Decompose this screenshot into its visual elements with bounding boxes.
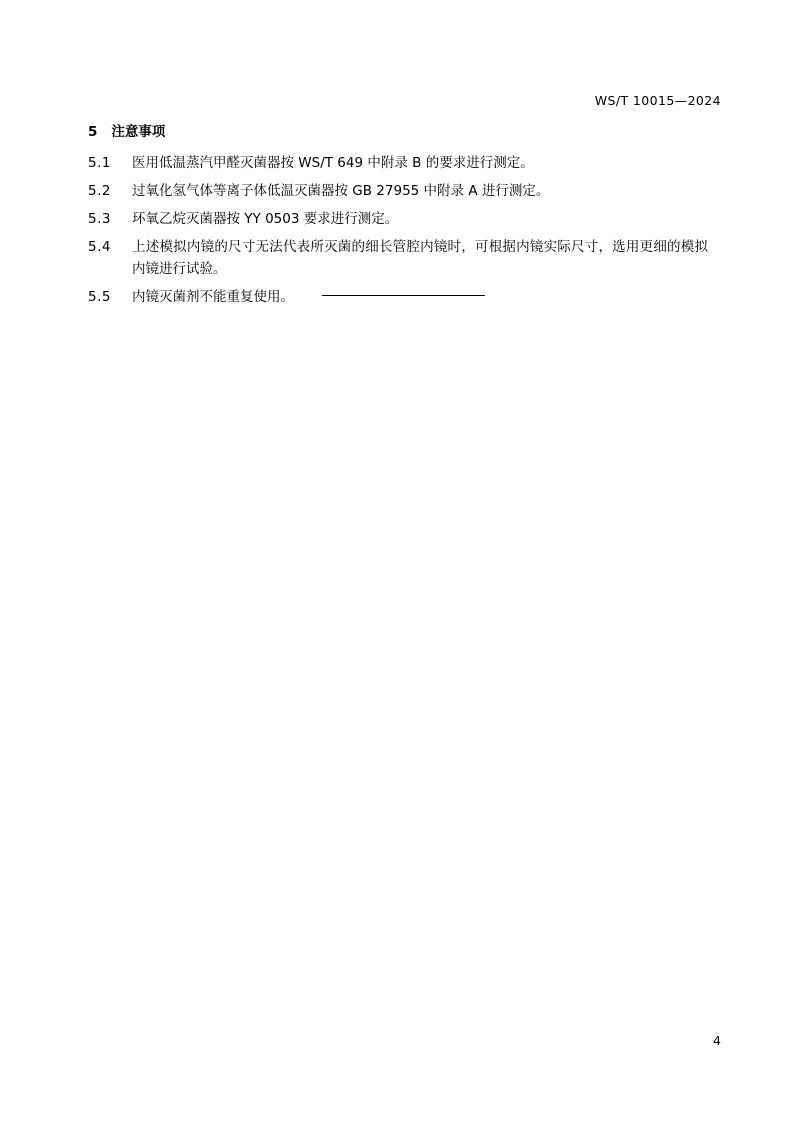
page-header-standard-number: WS/T 10015—2024 [594, 93, 721, 108]
section-title: 注意事项 [111, 124, 166, 140]
clause-number: 5.2 [88, 183, 111, 199]
clause-text: 医用低温蒸汽甲醛灭菌器按 WS/T 649 中附录 B 的要求进行测定。 [132, 155, 534, 171]
section-heading [88, 120, 165, 140]
clause-number: 5.5 [88, 289, 111, 305]
page-number: 4 [713, 1033, 721, 1048]
clause-item [88, 208, 708, 230]
clause-text: 上述模拟内镜的尺寸无法代表所灭菌的细长管腔内镜时，可根据内镜实际尺寸，选用更细的模拟内镜进行试验。 [132, 239, 708, 277]
clause-item [88, 286, 708, 308]
end-of-text-rule [322, 295, 485, 296]
clause-list [88, 152, 708, 314]
clause-text: 内镜灭菌剂不能重复使用。 [132, 289, 294, 305]
clause-item [88, 180, 708, 202]
clause-item [88, 236, 708, 280]
clause-number: 5.1 [88, 155, 111, 171]
clause-item [88, 152, 708, 174]
clause-text: 环氧乙烷灭菌器按 YY 0503 要求进行测定。 [132, 211, 399, 227]
clause-number: 5.4 [88, 239, 111, 255]
clause-number: 5.3 [88, 211, 111, 227]
clause-text: 过氧化氢气体等离子体低温灭菌器按 GB 27955 中附录 A 进行测定。 [132, 183, 550, 199]
section-number: 5 [88, 124, 98, 140]
